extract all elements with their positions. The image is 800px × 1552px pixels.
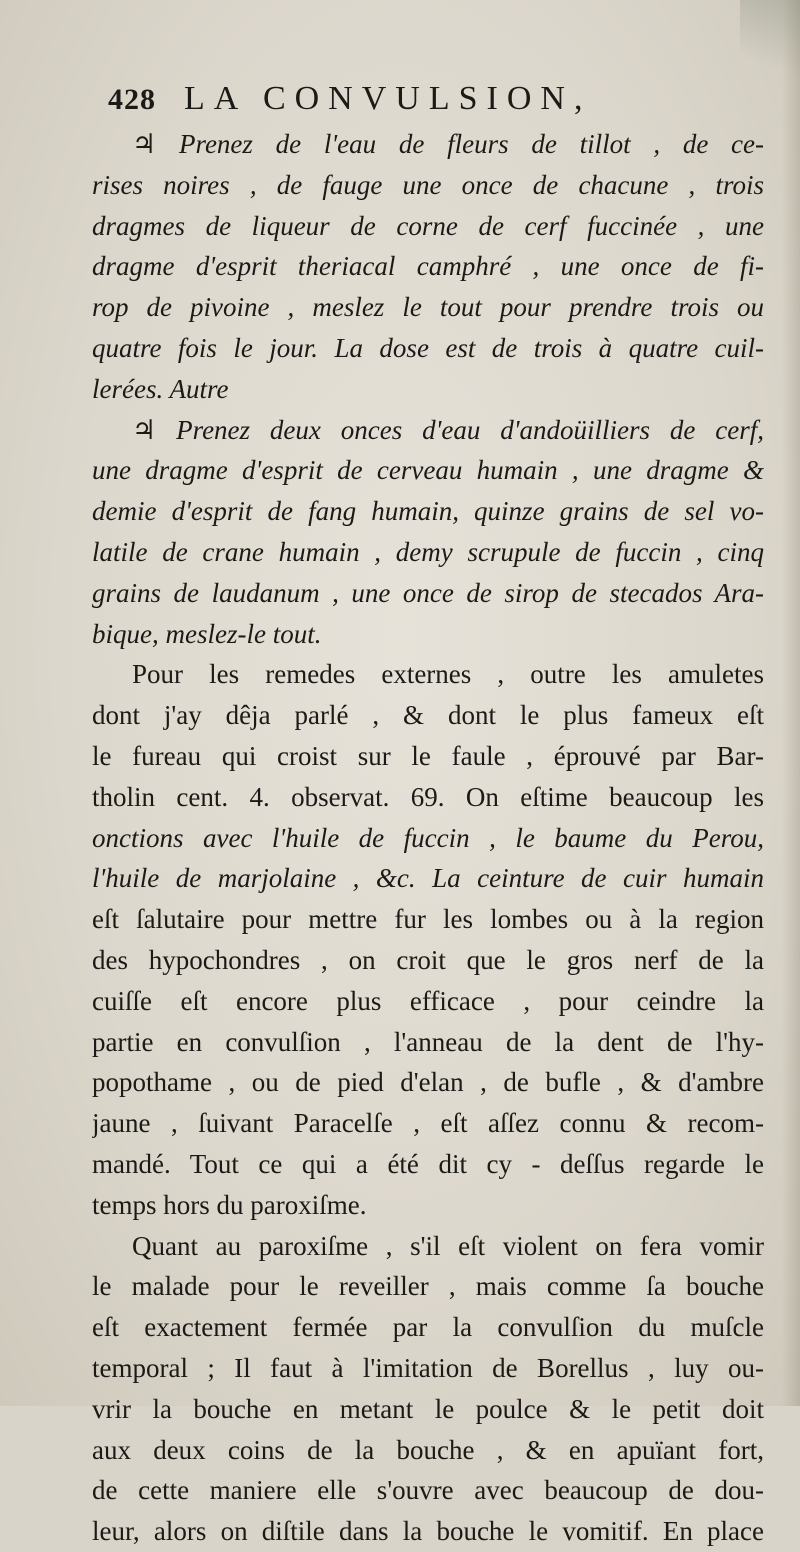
text-line: jaune , ſuivant Paracelſe , eſt aſſez connu & recom- — [92, 1108, 764, 1139]
page-header — [108, 80, 668, 124]
text-line: onctions avec l'huile de fuccin , le baume du Perou, — [92, 822, 764, 853]
text-line: rop de pivoine , meslez le tout pour prendre trois ou — [92, 292, 764, 323]
text-line: Quant au paroxiſme , s'il eſt violent on fera vomir — [132, 1230, 764, 1261]
text-line: eſt exactement fermée par la convulſion du muſcle — [92, 1312, 764, 1343]
text-line: le fureau qui croist sur le faule , éprouvé par Bar- — [92, 740, 764, 771]
text-line: Pour les remedes externes , outre les amuletes — [132, 659, 764, 690]
text-line: eſt ſalutaire pour mettre fur les lombes ou à la region — [92, 904, 764, 935]
text-line: une dragme d'esprit de cerveau humain , une dragme & — [92, 455, 764, 486]
text-line: de cette maniere elle s'ouvre avec beaucoup de dou- — [92, 1475, 764, 1506]
text-line: popothame , ou de pied d'elan , de bufle , & d'ambre — [92, 1067, 764, 1098]
text-line: ♃ Prenez de l'eau de fleurs de tillot , de ce- — [132, 129, 764, 159]
text-line: demie d'esprit de fang humain, quinze grains de sel vo- — [92, 496, 764, 527]
text-line: des hypochondres , on croit que le gros nerf de la — [92, 944, 764, 975]
text-line: latile de crane humain , demy scrupule de fuccin , cinq — [92, 536, 764, 567]
text-line: lerées. Autre — [92, 373, 229, 404]
text-line: mandé. Tout ce qui a été dit cy - deſſus regarde le — [92, 1148, 764, 1179]
text-line: tholin cent. 4. observat. 69. On eſtime beaucoup les — [92, 781, 764, 812]
text-line: cuiſſe eſt encore plus efficace , pour ceindre la — [92, 985, 764, 1016]
text-line: temps hors du paroxiſme. — [92, 1189, 367, 1220]
text-line: dragme d'esprit theriacal camphré , une once de fi- — [92, 251, 764, 282]
page-number: 428 — [108, 83, 156, 116]
text-line: le malade pour le reveiller , mais comme ſa bouche — [92, 1271, 764, 1302]
text-line: rises noires , de fauge une once de chacune , trois — [92, 169, 764, 200]
text-line: partie en convulſion , l'anneau de la dent de l'hy- — [92, 1026, 764, 1057]
text-line: grains de laudanum , une once de sirop de stecados Ara- — [92, 577, 764, 608]
text-line: dont j'ay dêja parlé , & dont le plus fameux eſt — [92, 700, 764, 731]
text-line: aux deux coins de la bouche , & en apuïant fort, — [92, 1434, 764, 1465]
text-line: dragmes de liqueur de corne de cerf fuccinée , une — [92, 210, 764, 241]
body-text — [92, 124, 764, 1552]
page-corner-stain — [740, 0, 800, 90]
text-line: ♃ Prenez deux onces d'eau d'andoüilliers de cerf, — [132, 414, 764, 445]
text-line: leur, alors on diſtile dans la bouche le vomitif. En place — [92, 1516, 764, 1547]
text-line: bique, meslez-le tout. — [92, 618, 322, 649]
text-line: quatre fois le jour. La dose est de trois à quatre cuil- — [92, 332, 764, 363]
running-title: LA CONVULSION, — [184, 80, 592, 117]
page-edge-shadow — [782, 0, 800, 1406]
text-line: temporal ; Il faut à l'imitation de Borellus , luy ou- — [92, 1352, 764, 1383]
text-line: vrir la bouche en metant le poulce & le petit doit — [92, 1393, 764, 1424]
text-line: l'huile de marjolaine , &c. La ceinture de cuir humain — [92, 863, 764, 894]
